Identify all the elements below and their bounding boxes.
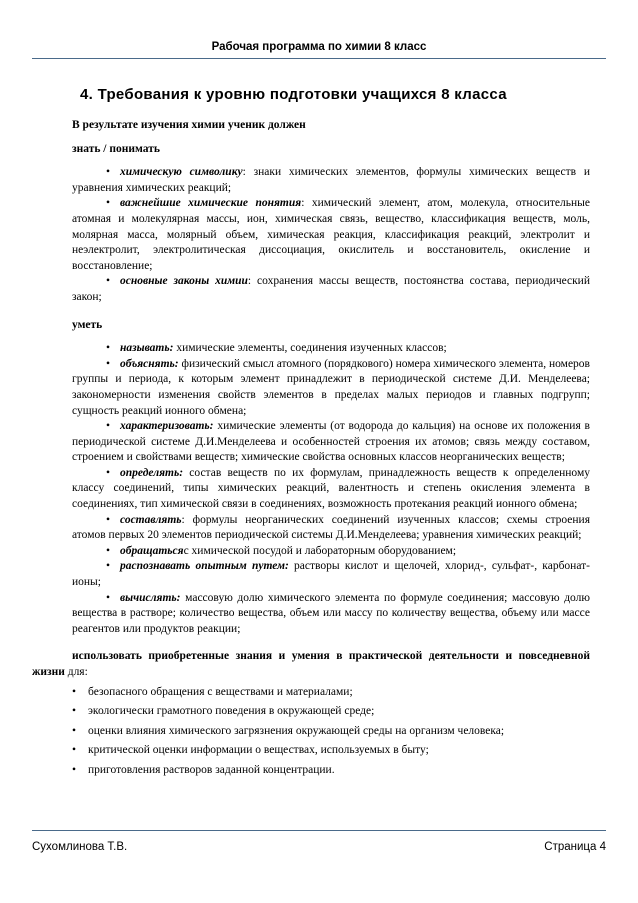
use-heading: использовать приобретенные знания и умения в практической деятельности и повседневной жизни для: — [32, 650, 590, 678]
page-header-title: Рабочая программа по химии 8 класс — [211, 41, 427, 53]
bullet-icon: • — [72, 763, 77, 776]
bullet-icon: • — [106, 275, 111, 288]
can-item: • составлять: формулы неорганических соединений изученных классов; схемы строения атомов первых 20 элементов периодической системы Д.И.Менделеева; уравнения химических реакций; — [72, 513, 590, 542]
bullet-icon: • — [106, 342, 111, 355]
bullet-icon: • — [72, 685, 77, 698]
can-item: • определять: состав веществ по их формулам, принадлежность веществ к определенному классу соединений, типы химических реакций, валентность и степень окисления элемента в соединениях, тип химической связи в соединениях, возможность протекания реакций ионного обмена; — [72, 466, 590, 511]
bullet-icon: • — [106, 544, 111, 557]
content-body — [32, 118, 590, 783]
bullet-icon: • — [106, 513, 111, 526]
use-item: • безопасного обращения с веществами и материалами; — [32, 685, 590, 701]
can-item: • называть: химические элементы, соединения изученных классов; — [32, 341, 590, 357]
bullet-icon: • — [72, 724, 77, 737]
use-item: • критической оценки информации о веществах, используемых в быту; — [32, 743, 590, 759]
bullet-icon: • — [106, 560, 111, 573]
can-item: • обращатьсяс химической посудой и лабораторным оборудованием; — [32, 544, 590, 560]
bullet-icon: • — [106, 420, 111, 433]
footer-rule — [32, 830, 606, 831]
use-item: • экологически грамотного поведения в окружающей среде; — [32, 704, 590, 720]
bullet-icon: • — [106, 197, 111, 210]
can-item: • распознавать опытным путем: растворы кислот и щелочей, хлорид-, сульфат-, карбонат-ионы; — [72, 560, 590, 589]
bullet-icon: • — [106, 166, 111, 179]
know-item: • химическую символику: знаки химических элементов, формулы химических веществ и уравнения химических реакций; — [72, 166, 590, 194]
bullet-icon: • — [106, 591, 111, 604]
know-item: • основные законы химии: сохранения массы веществ, постоянства состава, периодический закон; — [72, 275, 590, 303]
use-list — [32, 685, 590, 779]
intro-text: В результате изучения химии ученик должен — [72, 119, 306, 131]
bullet-icon: • — [72, 705, 77, 718]
bullet-icon: • — [72, 744, 77, 757]
header-rule — [32, 58, 606, 59]
use-item: • оценки влияния химического загрязнения окружающей среды на организм человека; — [32, 724, 590, 740]
can-item: • вычислять: массовую долю химического элемента по формуле соединения; массовую долю вещества в растворе; количество вещества, объем или массу по количеству вещества, объему или массе реагентов или продуктов реакции; — [72, 591, 590, 635]
footer-page-number: Страница 4 — [544, 841, 606, 853]
can-heading: уметь — [72, 318, 103, 331]
bullet-icon: • — [106, 466, 111, 479]
can-item: • объяснять: физический смысл атомного (порядкового) номера химического элемента, номеров группы и периода, к которым элемент принадлежит в периодической системе Д.И. Менделеева; закономерности изменения свойств элементов в пределах малых периодов и главных подгрупп; сущность реакций ионного обмена; — [72, 357, 590, 417]
bullet-icon: • — [106, 357, 111, 370]
section-title: 4. Требования к уровню подготовки учащихся 8 класса — [80, 86, 507, 103]
can-item: • характеризовать: химические элементы (от водорода до кальция) на основе их положения в периодической системе Д.И.Менделеева и особенностей строения их атомов; связь между составом, строением и свойствами веществ; химические свойства основных классов неорганических веществ; — [72, 420, 590, 464]
know-item: • важнейшие химические понятия: химический элемент, атом, молекула, относительные атомная и молекулярная массы, ион, химическая связь, вещество, классификация веществ, моль, молярная масса, молярный объем, химическая реакция, классификация реакций, электролит и неэлектролит, электролитическая диссоциация, окислитель и восстановитель, окисление и восстановление; — [72, 197, 590, 272]
know-heading: знать / понимать — [72, 142, 160, 155]
footer-author: Сухомлинова Т.В. — [32, 841, 128, 853]
use-item: • приготовления растворов заданной концентрации. — [32, 763, 590, 779]
